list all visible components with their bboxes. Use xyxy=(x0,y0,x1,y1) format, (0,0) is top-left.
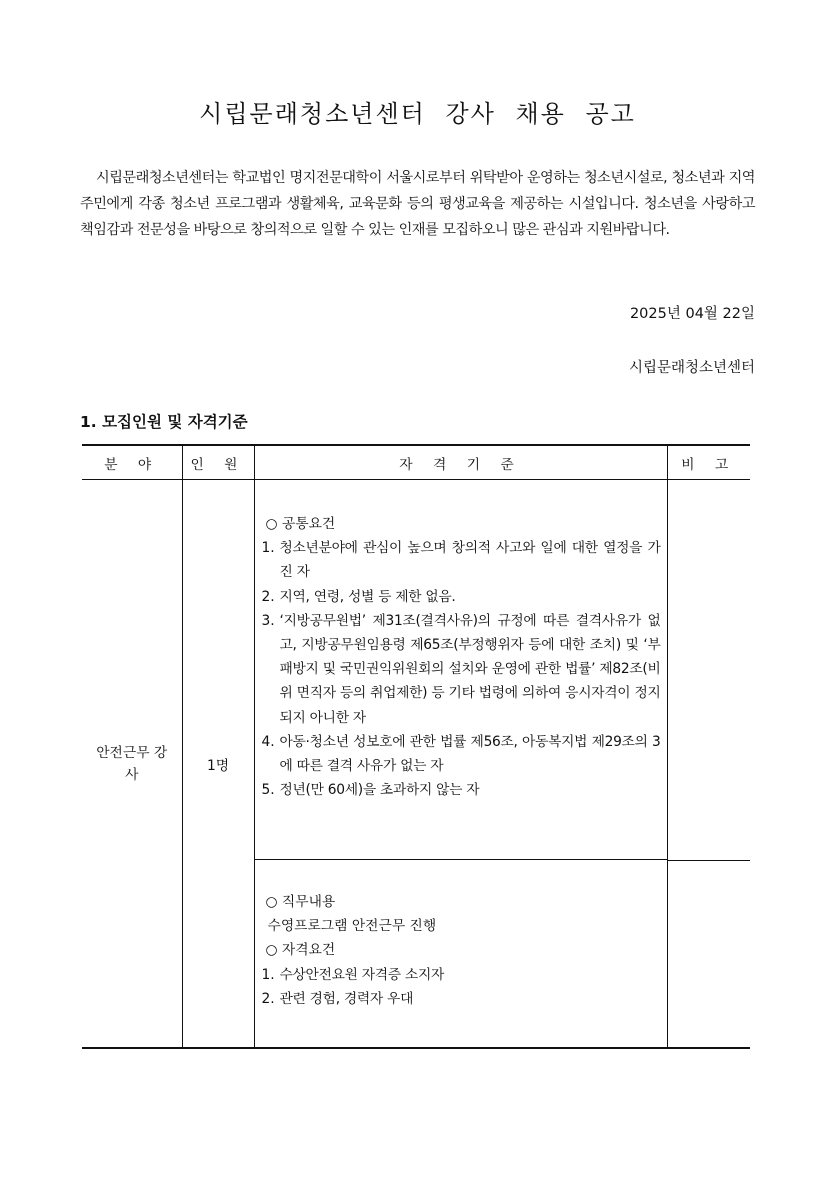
organization-name: 시립문래청소년센터 xyxy=(628,360,755,376)
header-count: 인 원 xyxy=(182,445,254,480)
list-item: 1. 청소년분야에 관심이 높으며 창의적 사고와 일에 대한 열정을 가진 자 xyxy=(261,540,661,581)
list-item: 3. ‘지방공무원법’ 제31조(결격사유)의 규정에 따른 결격사유가 없고, 지방공무원임용령 제65조(부정행위자 등에 대한 조치) 및 ‘부패방지 및 국민권익위원회의 설치와 운영에 관한 법률’ 제82조(비위 면직자 등의 취업제한) 등 기타 법령에 의하여 응시자격이 정지되지 아니한 자 xyxy=(261,612,661,726)
list-item: 2. 관련 경험, 경력자 우대 xyxy=(261,990,414,1007)
list-item: 1. 수상안전요원 자격증 소지자 xyxy=(261,966,445,983)
list-item: 4. 아동·청소년 성보호에 관한 법률 제56조, 아동복지법 제29조의 3에 따른 결격 사유가 없는 자 xyxy=(261,733,661,775)
list-item: 2. 지역, 연령, 성별 등 제한 없음. xyxy=(261,588,456,605)
criteria-cell xyxy=(254,480,667,1049)
header-field: 분 야 xyxy=(82,445,182,480)
duty-label: ○ 직무내용 xyxy=(265,894,336,910)
announcement-date: 2025년 04월 22일 xyxy=(629,306,755,322)
header-criteria: 자 격 기 준 xyxy=(254,445,667,480)
field-cell xyxy=(82,480,182,1049)
count-cell: 1명 xyxy=(182,480,254,1049)
intro-paragraph: 시립문래청소년센터는 학교법인 명지전문대학이 서울시로부터 위탁받아 운영하는 청소년시설로, 청소년과 지역주민에게 각종 청소년 프로그램과 생활체육, 교육문화 등의 평생교육을 제공하는 시설입니다. 청소년을 사랑하고 책임감과 전문성을 바탕으로 창의적으로 일할 수 있는 인재를 모집하오니 많은 관심과 지원바랍니다. xyxy=(80,170,755,238)
common-label: ○ 공통요건 xyxy=(265,516,336,532)
qualification-label: ○ 자격요건 xyxy=(265,942,336,959)
section-heading: 1. 모집인원 및 자격기준 xyxy=(80,413,248,431)
remarks-cell xyxy=(667,480,750,1049)
header-remarks: 비 고 xyxy=(667,445,750,480)
table-row xyxy=(82,480,750,1049)
page-title: 시립문래청소년센터 강사 채용 공고 xyxy=(199,100,636,128)
recruitment-table xyxy=(82,444,750,1049)
field-name: 안전근무 강사 xyxy=(96,744,168,783)
duty-text: 수영프로그램 안전근무 진행 xyxy=(267,918,437,935)
common-requirements xyxy=(255,480,667,860)
remarks-upper xyxy=(668,480,751,861)
remarks-lower xyxy=(668,861,751,1047)
job-details xyxy=(255,860,667,1036)
table-header-row xyxy=(82,445,750,480)
list-item: 5. 정년(만 60세)을 초과하지 않는 자 xyxy=(261,782,480,799)
